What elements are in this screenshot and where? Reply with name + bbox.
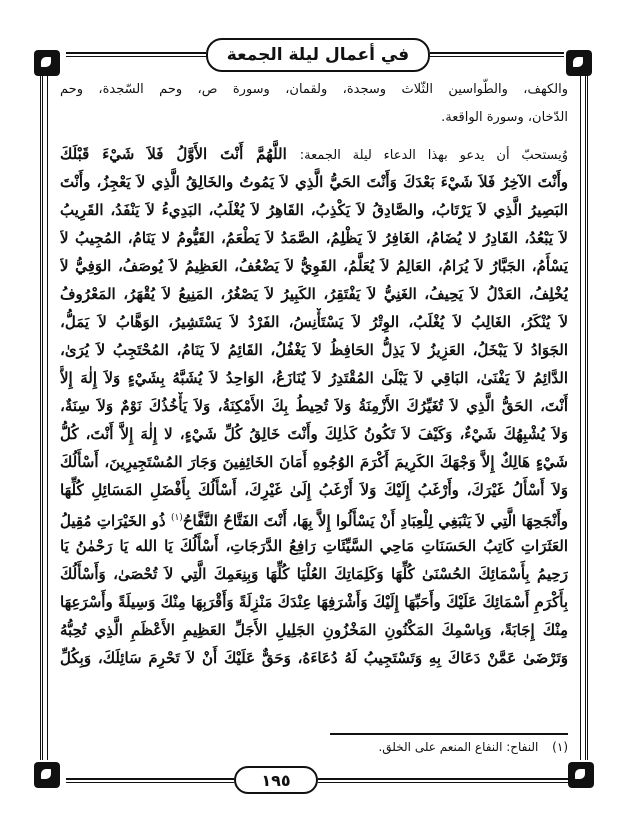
dua-line-text: وأَنْجَحِهَا الَّتِي لاَ يَنْبَغِي لِلْعِبَادِ أَنْ يَسْأَلُوا إِلاَّ بِهَا، أَنْتَ الفَتَّاحُ النَّفَّاحُ: [182, 512, 568, 530]
footnote-text: النفاح: النفاع المنعم على الخلق.: [378, 740, 539, 754]
page-number: ١٩٥: [261, 770, 291, 790]
ornament-corner-icon: [568, 762, 594, 788]
footer-rule-right: [318, 778, 568, 783]
dua-line: شَيْءٍ هَالِكٌ إِلاَّ وَجْهَكَ الكَرِيمَ أَكْرَمَ الوُجُوهِ أَمَانَ الخَائِفِينَ وَجَارَ المُسْتَجِيرِينَ، أَسْأَلُكَ: [60, 453, 568, 471]
ornament-corner-icon: [34, 762, 60, 788]
dua-line: لاَ يُنْكَرُ، الغَالِبُ لاَ يُغْلَبُ، الوِتْرُ لاَ يَسْتَأْنِسُ، الفَرْدُ لاَ يَسْتَشِيرُ، الوَهَّابُ لاَ يَمَلُّ،: [60, 313, 568, 331]
page-body: [60, 76, 568, 672]
dua-line: العَثَرَاتِ كَاتِبُ الحَسَنَاتِ مَاحِي السَّيِّئَاتِ رَافِعُ الدَّرَجَاتِ، أَسْأَلُكَ يَا الله يَا رَحْمٰنُ يَا: [60, 537, 568, 555]
dua-line: لاَ يَبْعُدُ، القَادِرُ لا يُضَامُ، الغَافِرُ لاَ يَظْلِمُ، الصَّمَدُ لاَ يَطْعَمُ، القَيُّومُ لا يَنَامُ، المُجِيبُ لاَ: [60, 229, 568, 247]
page-title: في أعمال ليلة الجمعة: [226, 45, 410, 65]
dua-line: وأَنْتَ الآخِرُ فَلاَ شَيْءَ بَعْدَكَ وَأَنْتَ الحَيُّ الَّذِي لاَ يَمُوتُ والخَالِقُ الَّذِي لاَ يَعْجِزُ، وأَنْتَ: [60, 173, 568, 191]
dua-line-tail: ذُو الخَيْرَاتِ مُقِيلُ: [60, 512, 166, 530]
header-cartouche: [206, 38, 430, 72]
dua-line-with-footnote: [60, 504, 568, 532]
footnote-reference[interactable]: (١): [170, 513, 183, 523]
footnote-separator: [330, 733, 568, 735]
footer-rule-left: [66, 778, 234, 783]
page-number-cartouche: [234, 766, 318, 794]
footnote-number: (١): [552, 740, 568, 754]
dua-line: رَحِيمُ بِأَسْمَائِكَ الحُسْنَىٰ كُلِّهَا وَكَلِمَاتِكَ العُلْيَا كُلِّهَا وَبِنِعَمِكَ الَّتِي لاَ تُحْصَىٰ، وَأَسْأَلُكَ: [60, 565, 568, 583]
dua-line: يَسْأَمُ، الجَبَّارُ لاَ يُرَامُ، العَالِمُ لاَ يُعَلَّمُ، القَوِيُّ لاَ يَضْعُفُ، العَظِيمُ لاَ يُوصَفُ، الوَفِيُّ لاَ: [60, 257, 568, 275]
paragraph-gap: [60, 132, 568, 140]
ornament-corner-icon: [34, 50, 60, 76]
dua-line: وَلاَ يُشْبِهُكَ شَيْءٌ، وَكَيْفَ لاَ تَكُونُ كَذٰلِكَ وأَنْتَ خَالِقُ كُلِّ شَيْءٍ، لا إِلٰهَ إِلاَّ أَنْتَ، كُلُّ: [60, 425, 568, 443]
dua-line: الجَوَادُ لاَ يَبْخَلُ، العَزِيزُ لاَ يَذِلُّ الحَافِظُ لاَ يَغْفُلُ، القَائِمُ لاَ يَنَامُ، المُحْتَجِبُ لاَ يُرَىٰ،: [60, 341, 568, 359]
dua-first-line: [60, 140, 568, 168]
dua-line: وَلاَ أَسْأَلُ غَيْرَكَ، وأَرْغَبُ إِلَيْكَ وَلاَ أَرْغَبُ إِلَىٰ غَيْرِكَ، أَسْأَلُكَ بِأَفْضَلِ المَسَائِلِ كُلِّهَا: [60, 481, 568, 499]
dua-line: البَصِيرُ الَّذِي لاَ يَرْتَابُ، والصَّادِقُ لاَ يَكْذِبُ، القَاهِرُ لاَ يُغْلَبُ، البَدِيءُ لاَ يَنْفَدُ، القَرِيبُ: [60, 201, 568, 219]
dua-line: بِأَكْرَمِ أَسْمَائِكَ عَلَيْكَ وأَحَبِّهَا إِلَيْكَ وَأَشْرَفِهَا عِنْدَكَ مَنْزِلَةً وَأَقْرَبِهَا مِنْكَ وَسِيلَةً وأَسْرَعِهَا: [60, 593, 568, 611]
dua-line: الدَّائِمُ لاَ يَفْنَىٰ، البَاقِي لاَ يَبْلَىٰ المُقْتَدِرُ لاَ يُنَازَعُ، الوَاحِدُ لاَ يُشَبَّهُ بِشَيْءٍ وَلاَ إِلٰهَ إِلاَّ: [60, 369, 568, 387]
dua-line: يُخْلِفُ، العَدْلُ لاَ يَحِيفُ، الغَنِيُّ لاَ يَفْتَقِرُ، الكَبِيرُ لاَ يَصْغُرُ، المَنِيعُ لاَ يُقْهَرُ، المَعْرُوفُ: [60, 285, 568, 303]
ornament-corner-icon: [566, 50, 592, 76]
header-rule-left: [66, 52, 206, 57]
text-line: الدّخان، وسورة الواقعة.: [441, 110, 568, 125]
footnote: [378, 740, 568, 754]
dua-intro: وُيستحبّ أن يدعو بهذا الدعاء ليلة الجمعة:: [299, 148, 568, 163]
dua-line: أَنْتَ، الحَقُّ الَّذِي لاَ تُغَيِّرُكَ الأَزْمِنَةُ وَلاَ تُحِيطُ بِكَ الأَمْكِنَةُ، وَلاَ يَأْخُذُكَ نَوْمٌ وَلاَ سِنَةٌ،: [60, 397, 568, 415]
dua-opening: اللَّهُمَّ أَنْتَ الأَوَّلُ فَلاَ شَيْءَ قَبْلَكَ: [60, 145, 287, 163]
header-rule-right: [430, 52, 564, 57]
text-line: والكهف، والطّواسين الثّلاث وسجدة، ولقمان، وسورة ص، وحم السّجدة، وحم: [60, 82, 568, 97]
dua-line: وَتَرْضَىٰ عَمَّنْ دَعَاكَ بِهِ وَتَسْتَجِيبُ لَهُ دُعَاءَهُ، وَحَقٌّ عَلَيْكَ أَنْ لاَ تَحْرِمَ سَائِلَكَ، وَبِكُلِّ: [60, 649, 568, 667]
dua-line: مِنْكَ إِجَابَةً، وَبِاسْمِكَ المَكْنُونِ المَخْزُونِ الجَلِيلِ الأَجَلِّ العَظِيمِ الأَعْظَمِ الَّذِي تُحِبُّهُ: [60, 621, 568, 639]
